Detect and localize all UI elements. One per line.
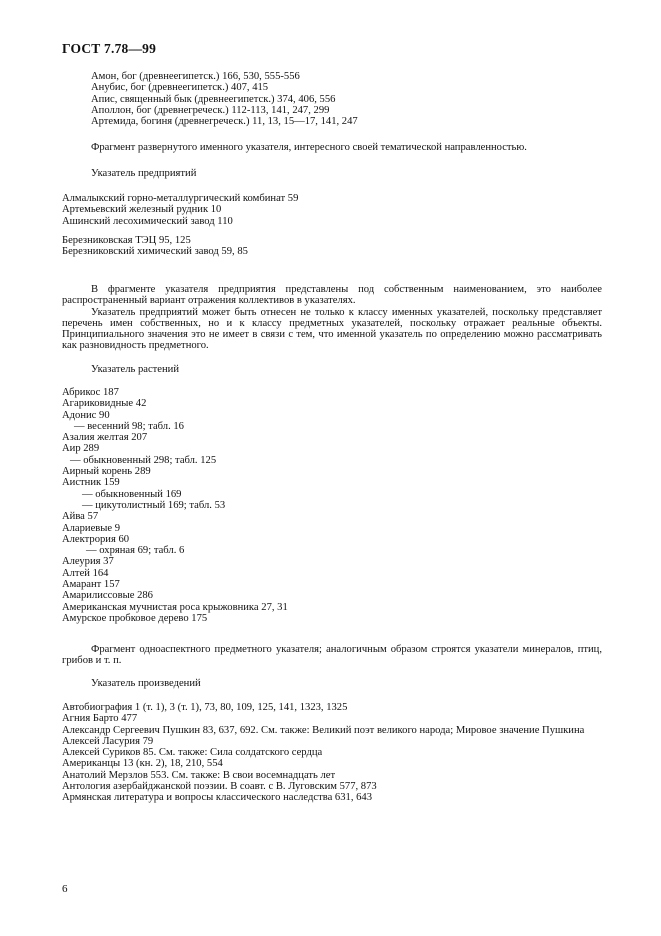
list-item: Алеурия 37 xyxy=(62,556,114,568)
list-item: Агния Барто 477 xyxy=(62,713,138,725)
list-item: Алектрория 60 xyxy=(62,533,130,545)
list-item: Березниковская ТЭЦ 95, 125 xyxy=(62,235,191,246)
enterprises-group-1 xyxy=(62,193,602,227)
list-item: Американская мучнистая роса крыжовника 27, 31 xyxy=(62,601,288,613)
list-item: Анатолий Мерзлов 553. См. также: В свои восемнадцать лет xyxy=(62,769,336,781)
list-subitem: — обыкновенный 298; табл. 125 xyxy=(70,454,217,466)
list-item: Айва 57 xyxy=(62,511,99,523)
list-item: Антология азербайджанской поэзии. В соавт. с В. Луговским 577, 873 xyxy=(62,781,377,793)
list-item: Алмалыкский горно-металлургический комбинат 59 xyxy=(62,193,299,204)
deities-index-fragment xyxy=(62,71,602,127)
page-number: 6 xyxy=(62,883,68,895)
list-subitem: — весенний 98; табл. 16 xyxy=(74,420,184,432)
enterprises-commentary xyxy=(62,284,602,352)
list-item: Ашинский лесохимический завод 110 xyxy=(62,215,233,227)
list-item: Абрикос 187 xyxy=(62,387,119,398)
list-item: Алтей 164 xyxy=(62,567,109,579)
deities-note xyxy=(62,142,602,153)
plants-heading-block xyxy=(62,364,602,375)
list-item: Алариевые 9 xyxy=(62,522,121,534)
plants-index xyxy=(62,387,602,624)
list-item: Анубис, бог (древнеегипетск.) 407, 415 xyxy=(91,82,269,94)
list-item: Азалия желтая 207 xyxy=(62,432,148,444)
section-heading: Указатель произведений xyxy=(91,678,201,689)
works-heading-block xyxy=(62,678,602,689)
list-subitem: — охряная 69; табл. 6 xyxy=(86,545,185,557)
paragraph: В фрагменте указателя предприятия представлены под собственным наименованием, это наиболее распространенный вариант отражения коллективов в указателях. xyxy=(62,284,602,307)
standard-title: ГОСТ 7.78—99 xyxy=(62,41,157,56)
list-item: Александр Сергеевич Пушкин 83, 637, 692. См. также: Великий поэт великого народа; Мировое значение Пушкина xyxy=(62,724,585,736)
list-item: Алексей Суриков 85. См. также: Сила солдатского сердца xyxy=(62,747,323,759)
list-item: Амурское пробковое дерево 175 xyxy=(62,612,208,624)
list-item: Автобиография 1 (т. 1), 3 (т. 1), 73, 80, 109, 125, 141, 1323, 1325 xyxy=(62,702,348,713)
list-item: Аполлон, бог (древнегреческ.) 112-113, 141, 247, 299 xyxy=(91,104,330,116)
works-index xyxy=(62,702,602,804)
list-item: Американцы 13 (кн. 2), 18, 210, 554 xyxy=(62,758,223,770)
plants-note xyxy=(62,644,602,667)
enterprises-group-2 xyxy=(62,235,602,258)
section-heading: Указатель предприятий xyxy=(91,168,197,179)
list-item: Аирный корень 289 xyxy=(62,466,151,478)
list-item: Адонис 90 xyxy=(62,409,110,421)
list-item: Агариковидные 42 xyxy=(62,398,147,410)
paragraph: Фрагмент одноаспектного предметного указателя; аналогичным образом строятся указатели минералов, птиц, грибов и т. п. xyxy=(62,644,602,667)
list-item: Алексей Ласурия 79 xyxy=(62,735,154,747)
note-text: Фрагмент развернутого именного указателя, интересного своей тематической направленностью. xyxy=(91,142,527,153)
list-item: Амарант 157 xyxy=(62,579,120,591)
list-item: Березниковский химический завод 59, 85 xyxy=(62,246,248,258)
list-item: Артемида, богиня (древнегреческ.) 11, 13, 15—17, 141, 247 xyxy=(91,116,358,128)
list-subitem: — обыкновенный 169 xyxy=(82,488,182,500)
section-heading: Указатель растений xyxy=(91,364,180,375)
enterprises-heading-block xyxy=(62,168,602,179)
list-item: Амон, бог (древнеегипетск.) 166, 530, 555-556 xyxy=(91,71,300,82)
list-item: Аир 289 xyxy=(62,443,100,455)
list-item: Амарилиссовые 286 xyxy=(62,590,153,602)
list-subitem: — цикутолистный 169; табл. 53 xyxy=(82,499,226,511)
list-item: Апис, священный бык (древнеегипетск.) 374, 406, 556 xyxy=(91,93,336,105)
list-item: Армянская литература и вопросы классического наследства 631, 643 xyxy=(62,792,373,804)
paragraph: Указатель предприятий может быть отнесен не только к классу именных указателей, поскольку представляет перечень имен собственных, но и к классу предметных указателей, поскольку отражает реальные объекты. Принципиального значения это не имеет в связи с тем, что именной указатель по определению можно рассматривать как разновидность предметного. xyxy=(62,306,602,352)
list-item: Артемьевский железный рудник 10 xyxy=(62,204,222,216)
list-item: Аистник 159 xyxy=(62,477,120,489)
